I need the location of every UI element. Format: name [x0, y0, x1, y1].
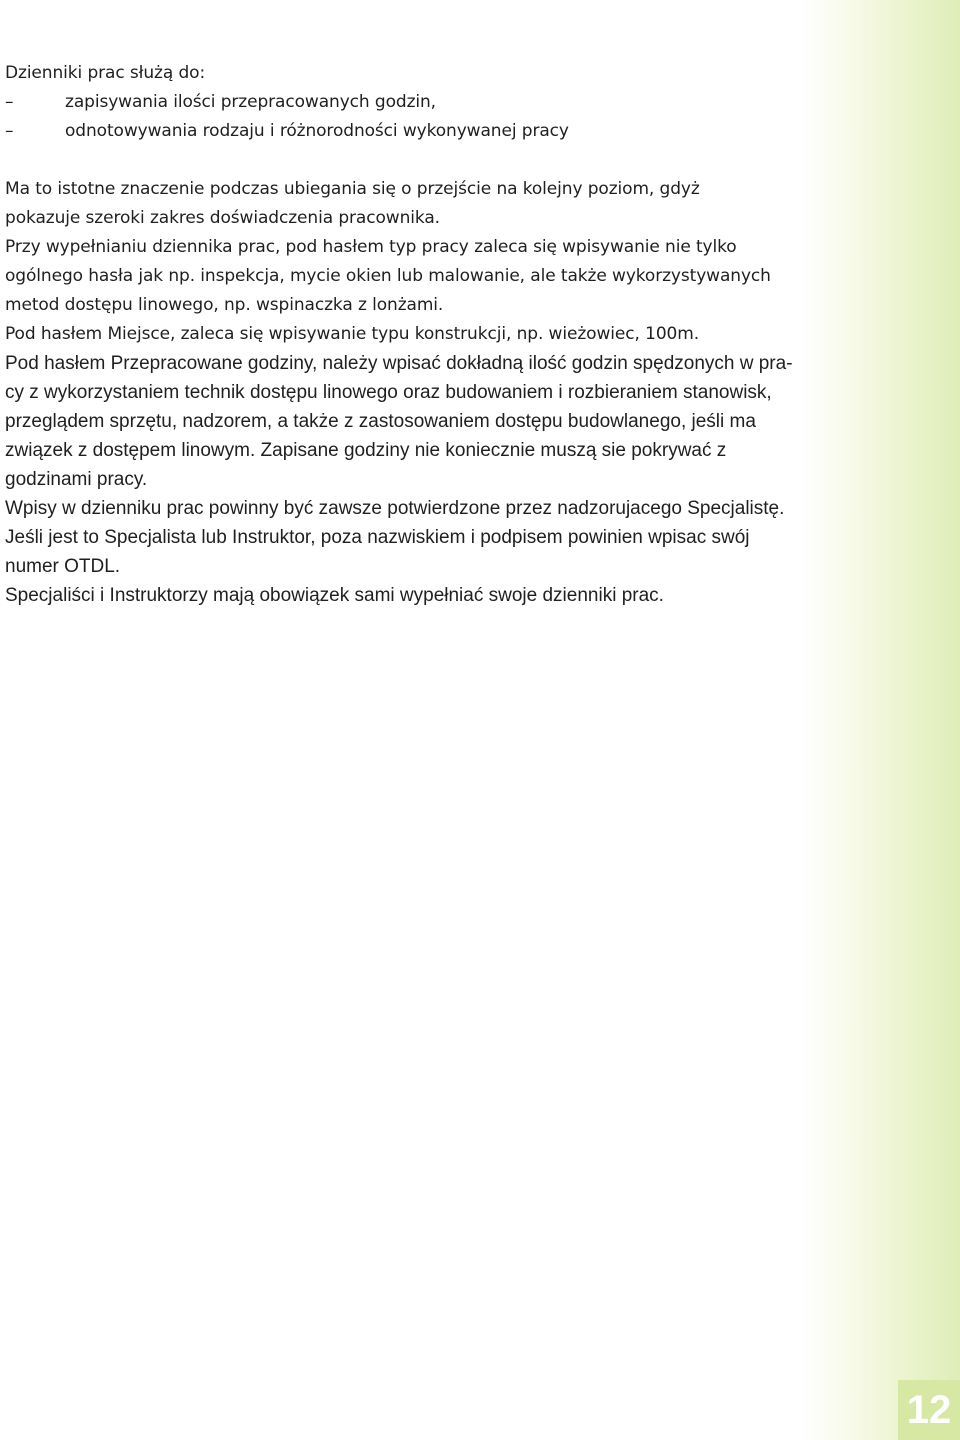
- paragraph-line: numer OTDL.: [5, 556, 121, 577]
- paragraph-line: metod dostępu linowego, np. wspinaczka z lonżami.: [5, 295, 444, 315]
- paragraph-line: Przy wypełnianiu dziennika prac, pod hasłem typ pracy zaleca się wpisywanie nie tylko: [5, 237, 737, 257]
- paragraph-line: Jeśli jest to Specjalista lub Instruktor, poza nazwiskiem i podpisem powinien wpisac swój: [5, 527, 750, 548]
- document-body: [5, 59, 905, 610]
- paragraph-line: Pod hasłem Przepracowane godziny, należy wpisać dokładną ilość godzin spędzonych w pra-: [5, 353, 793, 374]
- paragraph-line: przeglądem sprzętu, nadzorem, a także z zastosowaniem dostępu budowlanego, jeśli ma: [5, 411, 756, 432]
- paragraph-line: Ma to istotne znaczenie podczas ubiegania się o przejście na kolejny poziom, gdyż: [5, 179, 700, 199]
- paragraph-line: związek z dostępem linowym. Zapisane godziny nie koniecznie muszą sie pokrywać z: [5, 440, 727, 461]
- list-item-text: zapisywania ilości przepracowanych godzin,: [65, 92, 436, 112]
- paragraph-line: Specjaliści i Instruktorzy mają obowiązek sami wypełniać swoje dzienniki prac.: [5, 585, 664, 606]
- list-item: [5, 88, 905, 117]
- paragraph-line: pokazuje szeroki zakres doświadczenia pracownika.: [5, 208, 440, 228]
- paragraph-line: ogólnego hasła jak np. inspekcja, mycie okien lub malowanie, ale także wykorzystywanych: [5, 266, 771, 286]
- paragraph-line: cy z wykorzystaniem technik dostępu linowego oraz budowaniem i rozbieraniem stanowisk,: [5, 382, 772, 403]
- list-dash: –: [5, 92, 14, 112]
- paragraph-line: Wpisy w dzienniku prac powinny być zawsze potwierdzone przez nadzorujacego Specjalistę.: [5, 498, 785, 519]
- list-item: [5, 117, 905, 146]
- paragraph-gap: [5, 146, 905, 175]
- list-dash: –: [5, 121, 14, 141]
- paragraph-line: Pod hasłem Miejsce, zaleca się wpisywanie typu konstrukcji, np. wieżowiec, 100m.: [5, 324, 700, 344]
- page-number-badge: 12: [898, 1380, 960, 1440]
- intro-text: Dzienniki prac służą do:: [5, 63, 206, 83]
- list-item-text: odnotowywania rodzaju i różnorodności wykonywanej pracy: [65, 121, 569, 141]
- paragraph-line: godzinami pracy.: [5, 469, 148, 490]
